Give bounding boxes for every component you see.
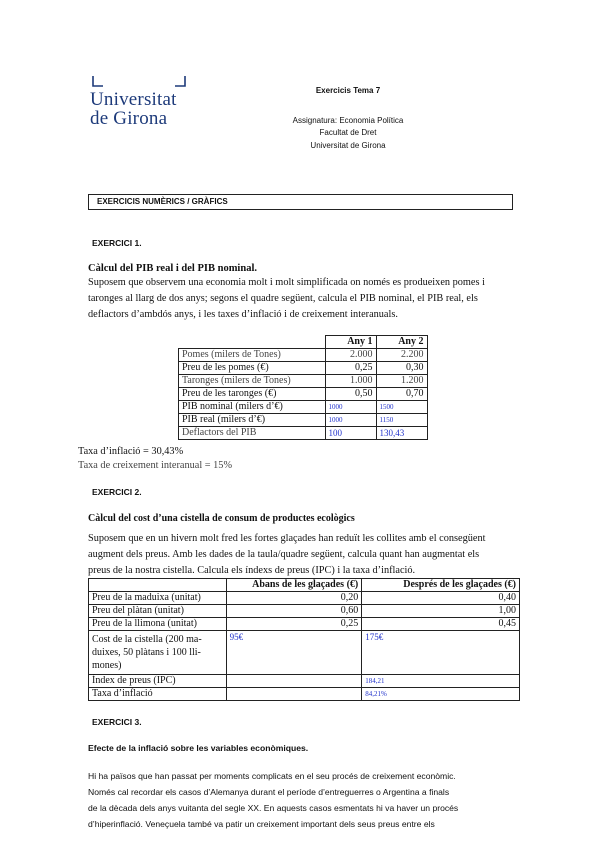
cell-year-1: 0,50 <box>325 388 376 401</box>
exercise-1-label: EXERCICI 1. <box>92 238 142 248</box>
exercise-1-heading: Càlcul del PIB real i del PIB nominal. <box>88 263 257 274</box>
table-corner <box>179 336 326 349</box>
cost-label-line-2: duixes, 50 plàtans i 100 lli- <box>92 647 201 658</box>
table-row <box>179 388 428 401</box>
cost-label-line-1: Cost de la cistella (200 ma- <box>92 634 202 645</box>
exercise-2-heading: Càlcul del cost d’una cistella de consum de productes ecològics <box>88 513 355 524</box>
table-row <box>179 427 428 440</box>
exercise-3-text-2: Només cal recordar els casos d’Alemanya durant el període d’entreguerres o Argentina a finals <box>88 787 450 797</box>
table-row <box>89 592 520 605</box>
cell-before: 0,20 <box>226 592 362 605</box>
table-row <box>89 605 520 618</box>
gdp-table <box>178 335 428 440</box>
university-line: Universitat de Girona <box>310 141 386 150</box>
row-label: Deflactors del PIB <box>179 427 326 440</box>
row-label: Preu de la llimona (unitat) <box>89 618 227 631</box>
exercise-1-text-3: deflactors d’ambdós anys, i les taxes d’inflació i de creixement interanuals. <box>88 309 398 320</box>
cell-year-2: 2.200 <box>376 349 427 362</box>
cell-before: 0,60 <box>226 605 362 618</box>
cell-before: 95€ <box>226 631 362 675</box>
exercise-1-text-2: taronges al llarg de dos anys; segons el quadre següent, calcula el PIB nominal, el PIB real, els <box>88 293 478 304</box>
row-label: Preu de les taronges (€) <box>179 388 326 401</box>
cell-year-2: 0,30 <box>376 362 427 375</box>
table-row <box>179 401 428 414</box>
cell-before: 0,25 <box>226 618 362 631</box>
table-header-row <box>89 579 520 592</box>
table-row <box>179 349 428 362</box>
cell-before <box>226 675 362 688</box>
document-title: Exercicis Tema 7 <box>315 86 381 95</box>
table-corner <box>89 579 227 592</box>
column-header-year-1: Any 1 <box>325 336 376 349</box>
exercise-3-text-3: de la dècada dels anys vuitanta del segle XX. En aquests casos esmentats hi va haver un procés <box>88 803 459 813</box>
cell-before <box>226 688 362 701</box>
table-row <box>179 375 428 388</box>
cost-label-line-3: mones) <box>92 660 122 671</box>
cell-year-2: 1150 <box>376 414 427 427</box>
cell-year-1: 1000 <box>325 414 376 427</box>
cell-after: 175€ <box>362 631 520 675</box>
exercise-3-text-4: d’hiperinflació. Veneçuela també va patir un creixement important dels seus preus entre els <box>88 819 435 829</box>
cell-after: 0,45 <box>362 618 520 631</box>
inflation-result: Taxa d’inflació = 30,43% <box>78 446 184 457</box>
cell-after: 0,40 <box>362 592 520 605</box>
table-row <box>89 618 520 631</box>
cell-after: 84,21% <box>362 688 520 701</box>
table-row <box>89 631 520 675</box>
basket-table <box>88 578 520 701</box>
subject-line: Assignatura: Economia Política <box>292 116 404 125</box>
cell-after: 1,00 <box>362 605 520 618</box>
table-row <box>89 675 520 688</box>
cell-year-1: 0,25 <box>325 362 376 375</box>
row-label: Preu de la maduixa (unitat) <box>89 592 227 605</box>
row-label: PIB nominal (milers d’€) <box>179 401 326 414</box>
exercise-2-label: EXERCICI 2. <box>92 487 142 497</box>
growth-result: Taxa de creixement interanual = 15% <box>78 460 233 471</box>
row-label: Taxa d’inflació <box>89 688 227 701</box>
column-header-after: Després de les glaçades (€) <box>362 579 520 592</box>
exercise-3-heading: Efecte de la inflació sobre les variables econòmiques. <box>88 743 309 753</box>
table-header-row <box>179 336 428 349</box>
exercise-1-text-1: Suposem que observem una economia molt i molt simplificada on només es produeixen pomes i <box>88 277 485 288</box>
section-heading: EXERCICIS NUMÈRICS / GRÀFICS <box>97 197 228 206</box>
row-label: Pomes (milers de Tones) <box>179 349 326 362</box>
column-header-before: Abans de les glaçades (€) <box>226 579 362 592</box>
exercise-2-text-1: Suposem que en un hivern molt fred les fortes glaçades han reduït les collites amb el consegüent <box>88 533 486 544</box>
table-row <box>179 362 428 375</box>
cell-year-1: 100 <box>325 427 376 440</box>
exercise-2-text-2: augment dels preus. Amb les dades de la taula/quadre següent, calcula quant han augmentat els <box>88 549 480 560</box>
row-label: Taronges (milers de Tones) <box>179 375 326 388</box>
cell-year-2: 0,70 <box>376 388 427 401</box>
cell-year-2: 130,43 <box>376 427 427 440</box>
logo-text-line2: de Girona <box>90 108 168 129</box>
cell-year-1: 1.000 <box>325 375 376 388</box>
column-header-year-2: Any 2 <box>376 336 427 349</box>
row-label <box>89 631 227 675</box>
table-row <box>179 414 428 427</box>
exercise-3-text-1: Hi ha països que han passat per moments complicats en el seu procés de creixement econòmic. <box>88 771 456 781</box>
table-row <box>89 688 520 701</box>
cell-year-2: 1.200 <box>376 375 427 388</box>
row-label: Preu de les pomes (€) <box>179 362 326 375</box>
row-label: PIB real (milers d’€) <box>179 414 326 427</box>
cell-year-1: 2.000 <box>325 349 376 362</box>
row-label: Preu del plàtan (unitat) <box>89 605 227 618</box>
logo-text-line1: Universitat <box>90 89 177 110</box>
exercise-2-text-3: preus de la nostra cistella. Calcula els índexs de preus (IPC) i la taxa d’inflació. <box>88 565 416 576</box>
row-label: Índex de preus (IPC) <box>89 675 227 688</box>
section-heading-box <box>88 194 513 210</box>
cell-after: 184,21 <box>362 675 520 688</box>
exercise-3-label: EXERCICI 3. <box>92 717 142 727</box>
cell-year-1: 1000 <box>325 401 376 414</box>
faculty-line: Facultat de Dret <box>319 128 377 137</box>
cell-year-2: 1500 <box>376 401 427 414</box>
